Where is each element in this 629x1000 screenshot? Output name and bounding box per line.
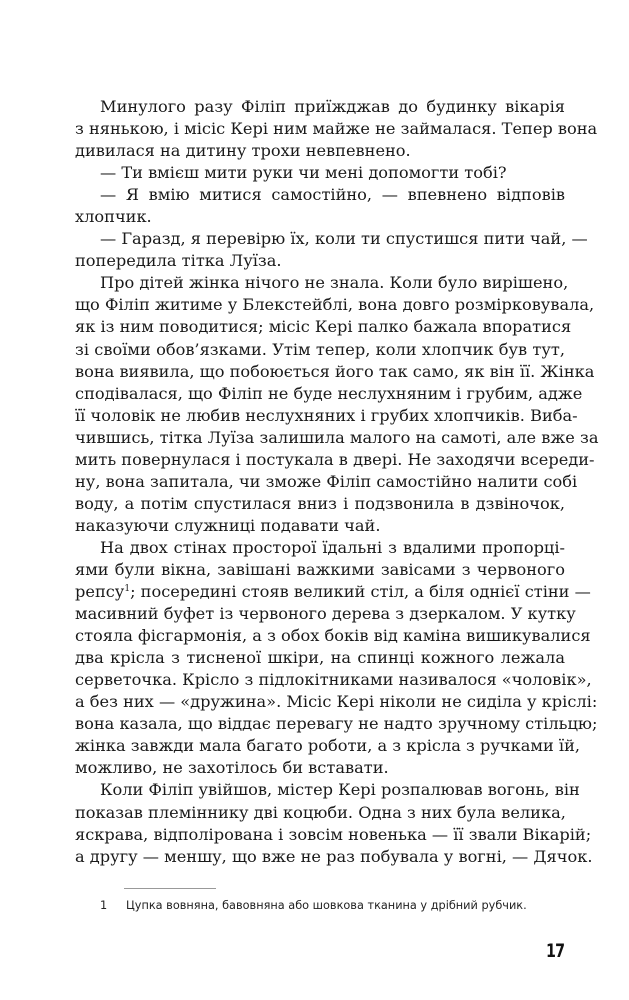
paragraph [75, 228, 588, 272]
text-line: як із ним поводитися; місіс Кері палко бажала впоратися [75, 317, 572, 337]
text-line: показав племіннику дві коцюби. Одна з них була велика, [75, 802, 566, 822]
page-number: 17 [546, 940, 565, 962]
text-line: стояла фісгармонія, а з обох боків від каміна вишикувалися [75, 626, 591, 646]
text-line: Коли Філіп увійшов, містер Кері розпалював вогонь, він [100, 780, 580, 800]
text-line: — Я вмію митися самостійно, — впевнено відповів [100, 185, 565, 205]
text-line: мить повернулася і постукала в двері. Не заходячи всереди- [75, 449, 595, 469]
text-line: — Ти вмієш мити руки чи мені допомогти тобі? [100, 163, 507, 183]
text-line: На двох стінах просторої їдальні з вдалими пропорці- [100, 537, 565, 557]
text-line: два крісла з тисненої шкіри, на спинці кожного лежала [75, 648, 565, 668]
text-line: наказуючи служниці подавати чай. [75, 515, 381, 535]
paragraph [75, 162, 565, 184]
text-line: хлопчик. [75, 207, 152, 227]
text-line: масивний буфет із червоного дерева з дзеркалом. У кутку [75, 604, 576, 624]
footnote-marker: 1 [124, 584, 131, 595]
text-line: зі своїми обов’язками. Утім тепер, коли хлопчик був тут, [75, 339, 565, 359]
text-line: Минулого разу Філіп приїжджав до будинку вікарія [100, 97, 565, 116]
paragraph [75, 537, 598, 780]
paragraph [75, 272, 599, 537]
text-line: її чоловік не любив неслухняних і грубих хлопчиків. Виба- [75, 405, 578, 425]
text-line: чившись, тітка Луїза залишила малого на самоті, але вже за [75, 427, 599, 447]
paragraph [75, 779, 593, 867]
body-text [75, 96, 599, 868]
text-line: можливо, не захотілось би вставати. [75, 758, 389, 778]
text-line: ну, вона запитала, чи зможе Філіп самостійно налити собі [75, 471, 578, 491]
text-line: жінка завжди мала багато роботи, а з крісла з ручками їй, [75, 736, 581, 756]
paragraph [75, 96, 598, 162]
text-line: що Філіп житиме у Блекстейблі, вона довго розмірковувала, [75, 295, 595, 315]
footnote-divider [124, 888, 216, 889]
text-line: а без них — «дружина». Місіс Кері ніколи не сиділа у кріслі: [75, 692, 598, 712]
text-line: ями були вікна, завішані важкими завісами з червоного [75, 559, 565, 579]
text-line: — Гаразд, я перевірю їх, коли ти спустишся пити чай, — [100, 229, 588, 249]
text-line: сподівалася, що Філіп не буде неслухняним і грубим, адже [75, 383, 583, 403]
footnote-text: Цупка вовняна, бавовняна або шовкова тканина у дрібний рубчик. [126, 899, 527, 912]
text-line: вона виявила, що побоюється його так само, як він її. Жінка [75, 361, 595, 381]
text-line: вона казала, що віддає перевагу не надто зручному стільцю; [75, 714, 598, 734]
text-line: попередила тітка Луїза. [75, 251, 282, 271]
text-line: репсу$^1$; посередині стояв великий стіл, а біля однієї стіни — [75, 582, 591, 602]
text-line: воду, а потім спустилася вниз і подзвонила в дзвіночок, [75, 493, 565, 513]
text-line: Про дітей жінка нічого не знала. Коли було вирішено, [100, 273, 569, 293]
text-line: яскрава, відполірована і зовсім новенька — її звали Вікарій; [75, 824, 592, 844]
paragraph [75, 184, 565, 228]
footnote-number: 1 [100, 899, 108, 912]
text-line: серветочка. Крісло з підлокітниками називалося «чоловік», [75, 670, 592, 690]
footnote [100, 899, 527, 912]
text-line: дивилася на дитину трохи невпевнено. [75, 141, 411, 161]
text-line: з нянькою, і місіс Кері ним майже не займалася. Тепер вона [75, 119, 598, 139]
text-line: а другу — меншу, що вже не раз побувала у вогні, — Дячок. [75, 846, 593, 866]
